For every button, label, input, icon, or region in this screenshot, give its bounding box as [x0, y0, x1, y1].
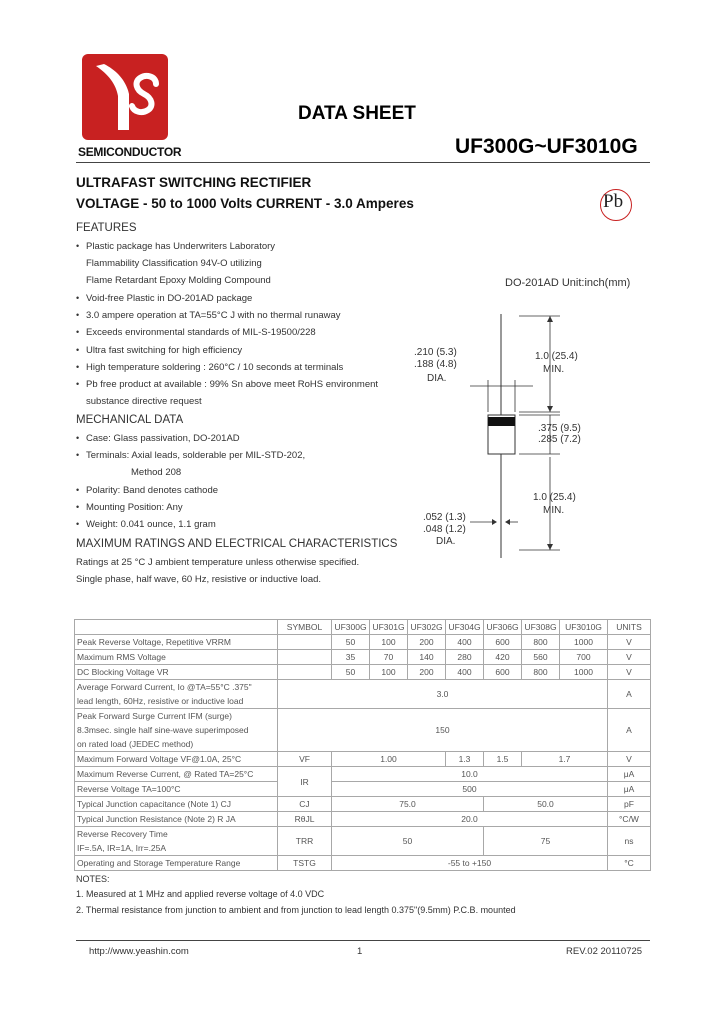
value-cell: 140: [408, 650, 446, 665]
unit-cell: °C/W: [608, 812, 651, 827]
parameter-cell: Maximum Reverse Current, @ Rated TA=25°C: [75, 767, 278, 782]
mechanical-item: Weight: 0.041 ounce, 1.1 gram: [86, 519, 216, 530]
value-cell: 150: [278, 709, 608, 752]
value-cell: 1.5: [484, 752, 522, 767]
body-length-max: .375 (9.5): [538, 423, 581, 434]
lead-diameter-min: .048 (1.2): [423, 524, 466, 535]
bullet-icon: •: [76, 241, 80, 251]
voltage-current-line: VOLTAGE - 50 to 1000 Volts CURRENT - 3.0 Amperes: [76, 196, 414, 211]
body-length-min: .285 (7.2): [538, 434, 581, 445]
feature-item: substance directive request: [86, 396, 202, 407]
table-row: [75, 827, 651, 842]
value-cell: 560: [522, 650, 560, 665]
symbol-cell: [278, 635, 332, 650]
parameter-cell: Average Forward Current, Io @TA=55°C .375": [75, 680, 278, 695]
unit-cell: A: [608, 680, 651, 709]
value-cell: 200: [408, 635, 446, 650]
value-cell: 20.0: [332, 812, 608, 827]
mechanical-item: Method 208: [131, 467, 182, 478]
page-number: 1: [357, 946, 363, 957]
symbol-cell: [278, 650, 332, 665]
parameter-cell: on rated load (JEDEC method): [75, 737, 278, 752]
ratings-condition: Ratings at 25 °C J ambient temperature unless otherwise specified.: [76, 557, 360, 568]
dia-label: DIA.: [427, 373, 447, 384]
symbol-cell: RθJL: [278, 812, 332, 827]
feature-item: Plastic package has Underwriters Laboratory: [86, 241, 276, 252]
value-cell: 600: [484, 665, 522, 680]
body-diameter-min: .188 (4.8): [414, 359, 457, 370]
value-cell: 420: [484, 650, 522, 665]
value-cell: 10.0: [332, 767, 608, 782]
symbol-cell: TSTG: [278, 856, 332, 871]
unit-cell: V: [608, 665, 651, 680]
min-label: MIN.: [543, 364, 565, 375]
table-row: [75, 635, 651, 650]
package-title: DO-201AD Unit:inch(mm): [505, 277, 631, 289]
mechanical-item: Polarity: Band denotes cathode: [86, 485, 219, 496]
parameter-cell: Typical Junction capacitance (Note 1) CJ: [75, 797, 278, 812]
bullet-icon: •: [76, 310, 80, 320]
bullet-icon: •: [76, 433, 80, 443]
value-cell: 1000: [560, 665, 608, 680]
feature-item: Exceeds environmental standards of MIL-S-19500/228: [86, 327, 316, 338]
symbol-cell: IR: [278, 767, 332, 797]
parameter-cell: lead length, 60Hz, resistive or inductive load: [75, 694, 278, 709]
bullet-icon: •: [76, 502, 80, 512]
bullet-icon: •: [76, 485, 80, 495]
logo-mark-icon: [82, 54, 168, 140]
bullet-icon: •: [76, 379, 80, 389]
table-cell: [75, 620, 278, 635]
value-cell: 100: [370, 665, 408, 680]
pb-free-label: Pb: [603, 191, 624, 212]
table-header-cell: UF304G: [446, 620, 484, 635]
value-cell: 75: [484, 827, 608, 856]
parameter-cell: Maximum Forward Voltage VF@1.0A, 25°C: [75, 752, 278, 767]
mechanical-item: Case: Glass passivation, DO-201AD: [86, 433, 240, 444]
value-cell: 1.00: [332, 752, 446, 767]
feature-item: Ultra fast switching for high efficiency: [86, 345, 243, 356]
table-row: [75, 812, 651, 827]
parameter-cell: DC Blocking Voltage VR: [75, 665, 278, 680]
parameter-cell: Maximum RMS Voltage: [75, 650, 278, 665]
value-cell: 50: [332, 665, 370, 680]
body-diameter-max: .210 (5.3): [414, 347, 457, 358]
table-row: [75, 797, 651, 812]
feature-item: Pb free product at available : 99% Sn above meet RoHS environment: [86, 379, 379, 390]
parameter-cell: Peak Forward Surge Current IFM (surge): [75, 709, 278, 724]
header-divider: [76, 162, 650, 163]
value-cell: 700: [560, 650, 608, 665]
unit-cell: V: [608, 752, 651, 767]
value-cell: 1.7: [522, 752, 608, 767]
value-cell: 75.0: [332, 797, 484, 812]
table-row: [75, 782, 651, 797]
unit-cell: μA: [608, 782, 651, 797]
ratings-heading: MAXIMUM RATINGS AND ELECTRICAL CHARACTERISTICS: [76, 538, 398, 550]
parameter-cell: 8.3msec. single half sine-wave superimposed: [75, 723, 278, 737]
value-cell: 800: [522, 635, 560, 650]
feature-item: Void-free Plastic in DO-201AD package: [86, 293, 253, 304]
bullet-icon: •: [76, 519, 80, 529]
table-row: [75, 650, 651, 665]
document-title: DATA SHEET: [298, 103, 416, 124]
value-cell: 50: [332, 635, 370, 650]
value-cell: 800: [522, 665, 560, 680]
value-cell: 35: [332, 650, 370, 665]
ratings-table: [74, 619, 651, 871]
table-header-cell: UF308G: [522, 620, 560, 635]
value-cell: 3.0: [278, 680, 608, 709]
table-header-cell: UF3010G: [560, 620, 608, 635]
value-cell: 50: [332, 827, 484, 856]
website-link[interactable]: http://www.yeashin.com: [89, 946, 189, 957]
table-header-cell: UF301G: [370, 620, 408, 635]
note-item: 1. Measured at 1 MHz and applied reverse voltage of 4.0 VDC: [76, 889, 325, 899]
table-header-row: [75, 620, 651, 635]
symbol-cell: CJ: [278, 797, 332, 812]
ratings-condition: Single phase, half wave, 60 Hz, resistive or inductive load.: [76, 574, 322, 585]
feature-item: 3.0 ampere operation at TA=55°C J with no thermal runaway: [86, 310, 341, 321]
parameter-cell: IF=.5A, IR=1A, Irr=.25A: [75, 841, 278, 856]
lead-diameter-max: .052 (1.3): [423, 512, 466, 523]
bullet-icon: •: [76, 450, 80, 460]
mechanical-heading: MECHANICAL DATA: [76, 414, 184, 426]
table-row: [75, 856, 651, 871]
parameter-cell: Reverse Voltage TA=100°C: [75, 782, 278, 797]
value-cell: 400: [446, 665, 484, 680]
parameter-cell: Operating and Storage Temperature Range: [75, 856, 278, 871]
value-cell: 280: [446, 650, 484, 665]
parameter-cell: Typical Junction Resistance (Note 2) R JA: [75, 812, 278, 827]
product-name: ULTRAFAST SWITCHING RECTIFIER: [76, 175, 312, 190]
notes-heading: NOTES:: [76, 874, 110, 884]
table-header-cell: SYMBOL: [278, 620, 332, 635]
table-row: [75, 752, 651, 767]
table-header-cell: UNITS: [608, 620, 651, 635]
revision: REV.02 20110725: [566, 946, 643, 957]
table-row: [75, 665, 651, 680]
unit-cell: A: [608, 709, 651, 752]
unit-cell: μA: [608, 767, 651, 782]
company-name: SEMICONDUCTOR: [78, 145, 182, 159]
value-cell: 1.3: [446, 752, 484, 767]
parameter-cell: Peak Reverse Voltage, Repetitive VRRM: [75, 635, 278, 650]
value-cell: -55 to +150: [332, 856, 608, 871]
table-header-cell: UF306G: [484, 620, 522, 635]
bullet-icon: •: [76, 345, 80, 355]
unit-cell: V: [608, 650, 651, 665]
lead-length-bottom: 1.0 (25.4): [533, 492, 576, 503]
bullet-icon: •: [76, 293, 80, 303]
features-heading: FEATURES: [76, 222, 137, 234]
feature-item: Flammability Classification 94V-O utilizing: [86, 258, 262, 269]
table-header-cell: UF300G: [332, 620, 370, 635]
value-cell: 400: [446, 635, 484, 650]
table-row: [75, 767, 651, 782]
value-cell: 50.0: [484, 797, 608, 812]
parameter-cell: Reverse Recovery Time: [75, 827, 278, 842]
mechanical-item: Terminals: Axial leads, solderable per MIL-STD-202,: [86, 450, 306, 461]
note-item: 2. Thermal resistance from junction to ambient and from junction to lead length 0.375"(9.5mm) P.C.B. mounted: [76, 905, 516, 915]
value-cell: 200: [408, 665, 446, 680]
company-logo: [82, 54, 168, 140]
min-label: MIN.: [543, 505, 565, 516]
part-number: UF300G~UF3010G: [455, 135, 638, 158]
value-cell: 100: [370, 635, 408, 650]
value-cell: 500: [332, 782, 608, 797]
table-row: [75, 680, 651, 695]
symbol-cell: [278, 665, 332, 680]
value-cell: 70: [370, 650, 408, 665]
mechanical-item: Mounting Position: Any: [86, 502, 183, 513]
bullet-icon: •: [76, 362, 80, 372]
feature-item: Flame Retardant Epoxy Molding Compound: [86, 275, 271, 286]
bullet-icon: •: [76, 327, 80, 337]
dia-label: DIA.: [436, 536, 456, 547]
unit-cell: pF: [608, 797, 651, 812]
unit-cell: V: [608, 635, 651, 650]
value-cell: 600: [484, 635, 522, 650]
table-header-cell: UF302G: [408, 620, 446, 635]
symbol-cell: TRR: [278, 827, 332, 856]
footer-divider: [76, 940, 650, 941]
unit-cell: °C: [608, 856, 651, 871]
table-row: [75, 709, 651, 724]
unit-cell: ns: [608, 827, 651, 856]
value-cell: 1000: [560, 635, 608, 650]
feature-item: High temperature soldering : 260°C / 10 seconds at terminals: [86, 362, 344, 373]
lead-length-top: 1.0 (25.4): [535, 351, 578, 362]
symbol-cell: VF: [278, 752, 332, 767]
